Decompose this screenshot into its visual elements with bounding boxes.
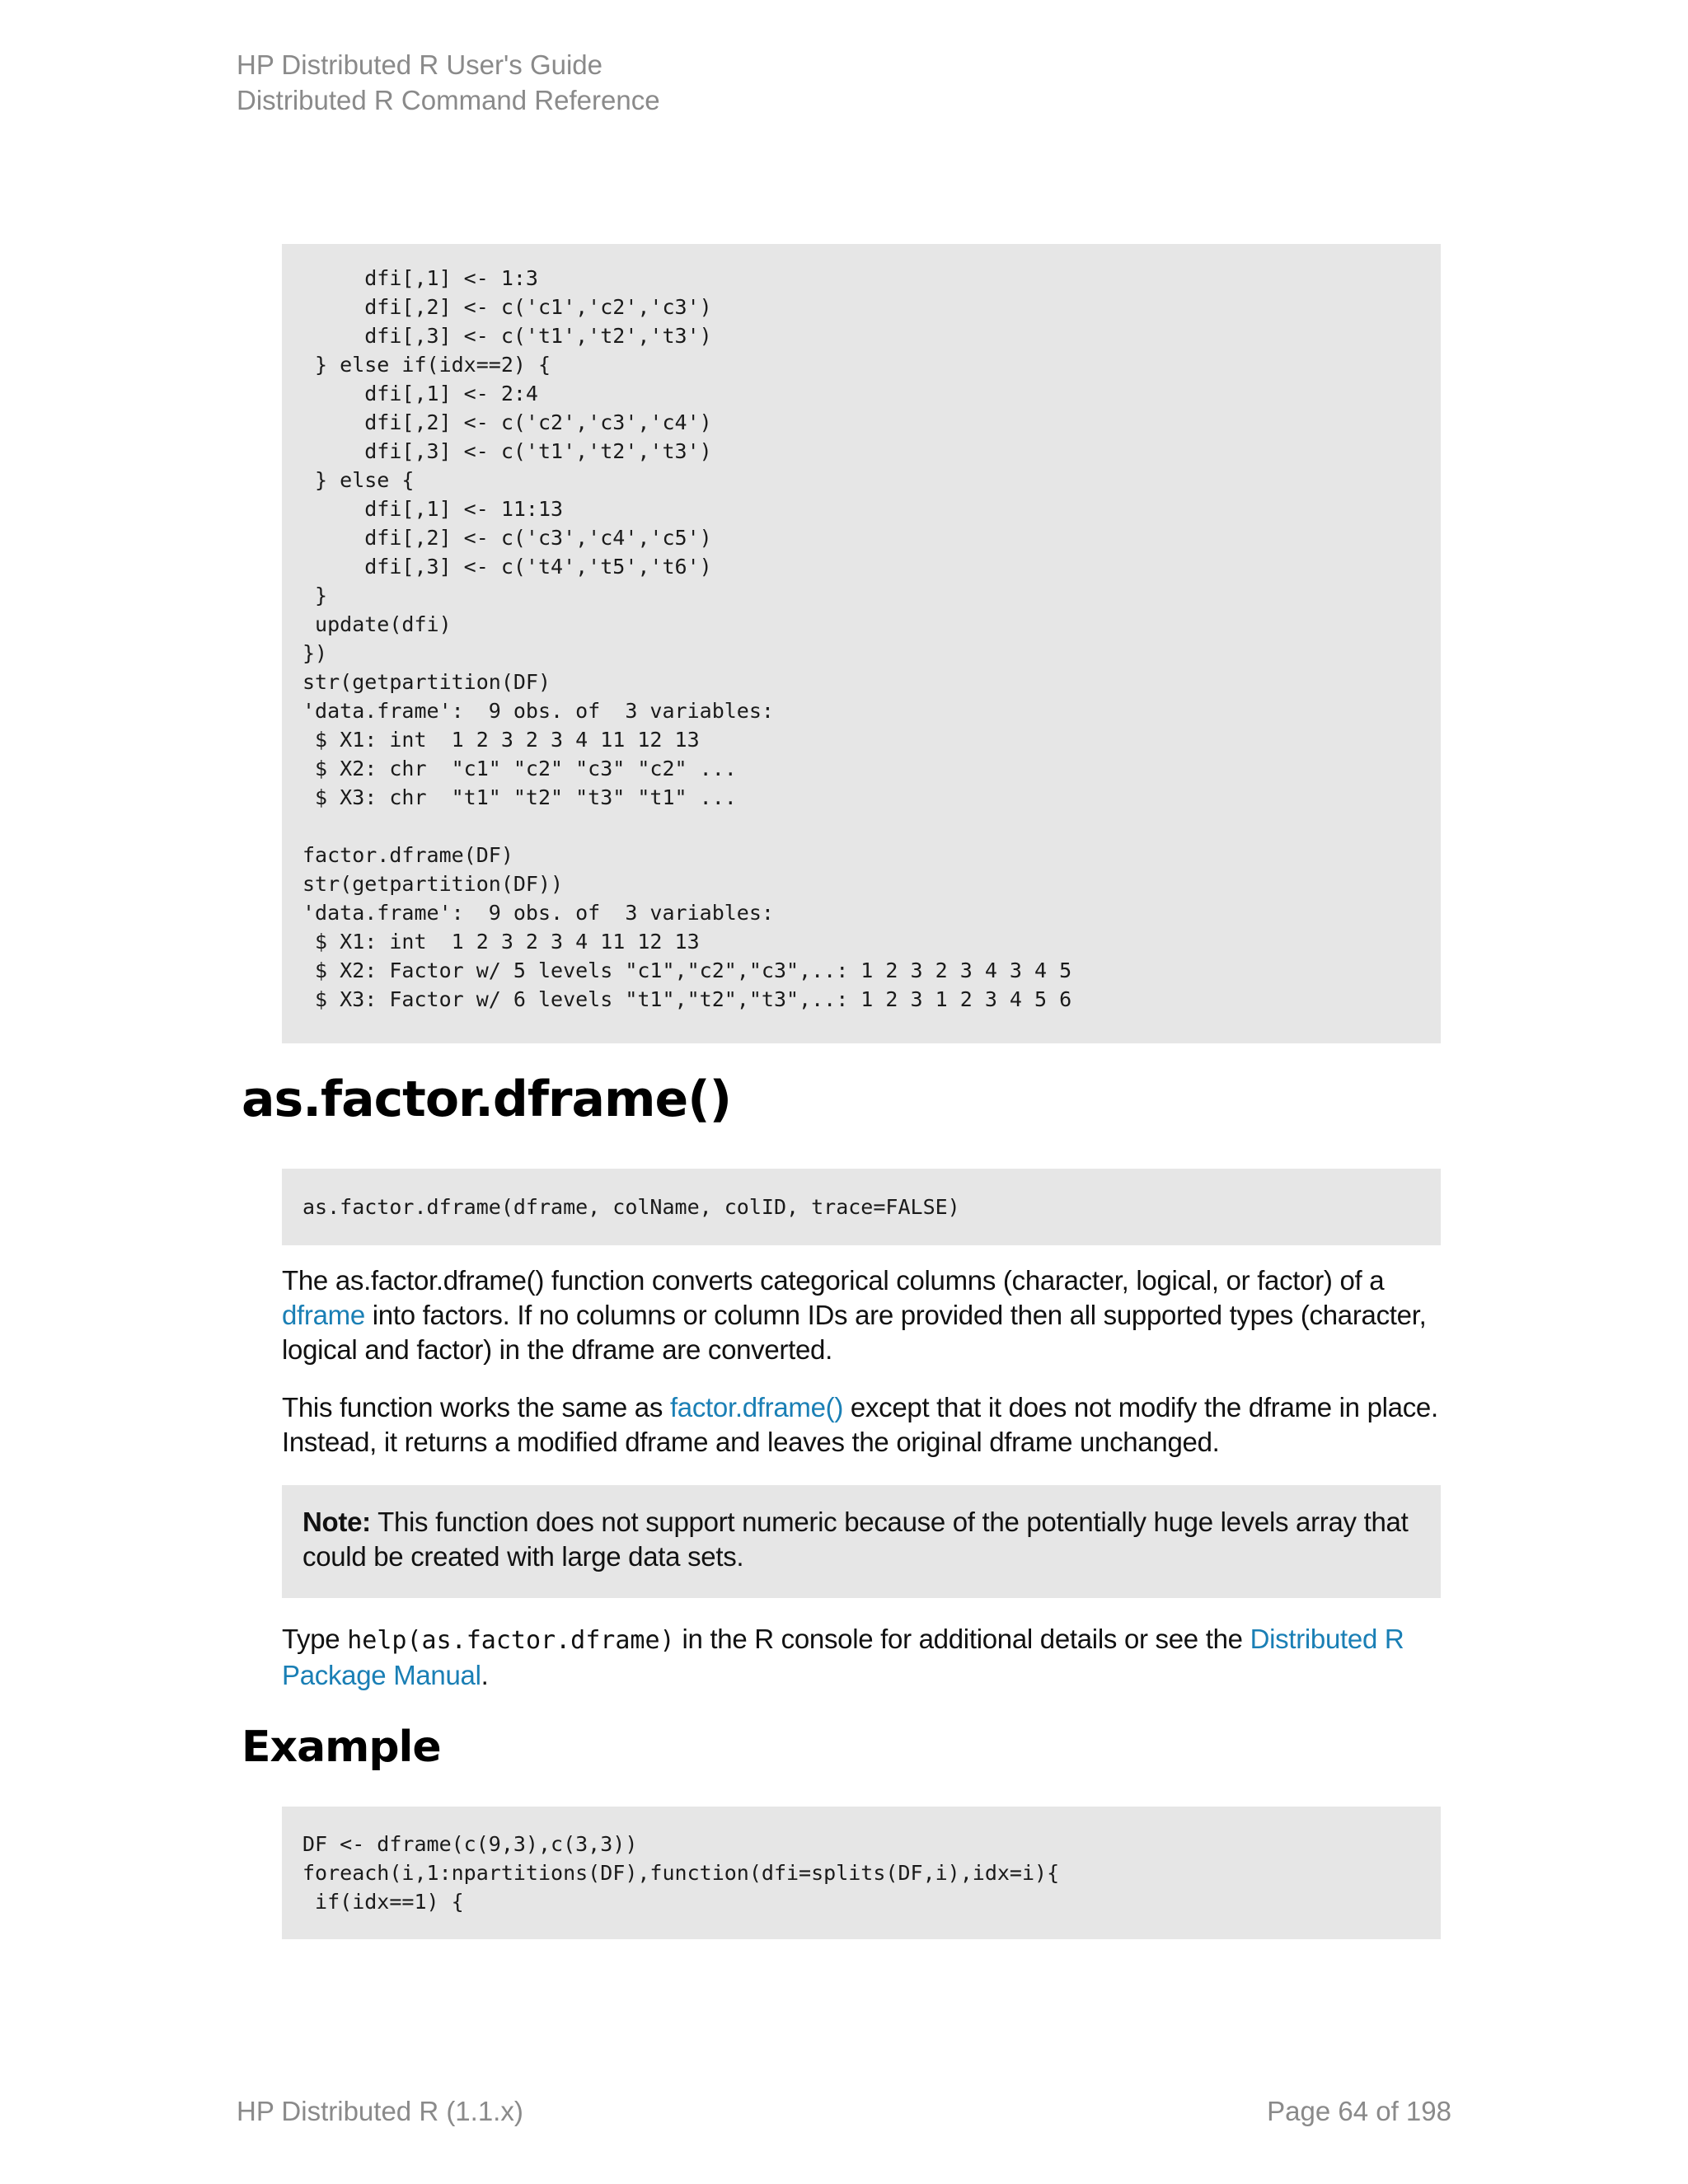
comparison-paragraph (282, 1390, 1452, 1460)
package-manual-link[interactable]: Distributed R Package Manual (282, 1624, 1404, 1690)
note-label: Note: (302, 1507, 371, 1537)
code-line: dfi[,3] <- c('t1','t2','t3') (302, 439, 712, 463)
code-line: dfi[,1] <- 1:3 (302, 266, 538, 290)
document-title: HP Distributed R User's Guide (237, 49, 603, 80)
note-box (282, 1485, 1441, 1598)
note-text: This function does not support numeric because of the potentially huge levels array that could be created with large data sets. (302, 1507, 1409, 1572)
description-text: The as.factor.dframe() function converts categorical columns (character, logical, or factor) of a (282, 1265, 1385, 1296)
code-line: dfi[,2] <- c('c2','c3','c4') (302, 410, 712, 434)
code-block-continued (282, 244, 1441, 1043)
code-line: $ X2: Factor w/ 5 levels "c1","c2","c3",..: 1 2 3 2 3 4 3 4 5 (302, 958, 1072, 982)
code-line: $ X1: int 1 2 3 2 3 4 11 12 13 (302, 930, 700, 954)
help-paragraph (282, 1622, 1452, 1693)
description-text-cont: into factors. If no columns or column IDs are provided then all supported types (character, logical and factor) in the dframe are converted. (282, 1300, 1427, 1365)
help-text-end: . (481, 1660, 489, 1690)
comparison-text: This function works the same as (282, 1392, 670, 1422)
dframe-link[interactable]: dframe (282, 1300, 365, 1330)
code-line: factor.dframe(DF) (302, 843, 513, 867)
code-line: 'data.frame': 9 obs. of 3 variables: (302, 699, 774, 723)
help-command-code: help(as.factor.dframe) (347, 1626, 675, 1655)
code-line: }) (302, 641, 328, 665)
help-text: Type (282, 1624, 348, 1654)
code-line: foreach(i,1:npartitions(DF),function(dfi=splits(DF,i),idx=i){ (302, 1861, 1060, 1885)
code-line: dfi[,3] <- c('t4','t5','t6') (302, 555, 712, 579)
code-line: $ X1: int 1 2 3 2 3 4 11 12 13 (302, 728, 700, 752)
code-line: $ X2: chr "c1" "c2" "c3" "c2" ... (302, 757, 737, 780)
function-heading: as.factor.dframe() (241, 1071, 732, 1128)
code-line: } else { (302, 468, 415, 492)
code-line: } else if(idx==2) { (302, 353, 551, 377)
code-line: 'data.frame': 9 obs. of 3 variables: (302, 901, 774, 925)
code-line: $ X3: Factor w/ 6 levels "t1","t2","t3",..: 1 2 3 1 2 3 4 5 6 (302, 987, 1072, 1011)
code-line: dfi[,1] <- 2:4 (302, 382, 538, 405)
code-line: dfi[,2] <- c('c3','c4','c5') (302, 526, 712, 550)
function-signature-block (282, 1169, 1441, 1245)
code-line: DF <- dframe(c(9,3),c(3,3)) (302, 1832, 638, 1856)
code-line: dfi[,1] <- 11:13 (302, 497, 564, 521)
code-line: $ X3: chr "t1" "t2" "t3" "t1" ... (302, 785, 737, 809)
help-text-cont: in the R console for additional details or see the (674, 1624, 1250, 1654)
footer-product: HP Distributed R (1.1.x) (237, 2096, 523, 2126)
example-heading: Example (241, 1722, 441, 1772)
description-paragraph (282, 1263, 1452, 1367)
footer-page-number: Page 64 of 198 (1267, 2096, 1451, 2126)
code-line: str(getpartition(DF) (302, 670, 551, 694)
page-header (237, 47, 660, 118)
function-signature: as.factor.dframe(dframe, colName, colID, trace=FALSE) (302, 1195, 960, 1219)
section-title: Distributed R Command Reference (237, 85, 660, 115)
factor-dframe-link[interactable]: factor.dframe() (669, 1392, 844, 1422)
code-line: update(dfi) (302, 612, 452, 636)
code-line (302, 812, 1441, 841)
code-line: dfi[,3] <- c('t1','t2','t3') (302, 324, 712, 348)
code-line: dfi[,2] <- c('c1','c2','c3') (302, 295, 712, 319)
comparison-text-cont: except that it does not modify the dframe in place. Instead, it returns a modified dframe and leaves the original dframe unchanged. (282, 1392, 1438, 1457)
code-line: if(idx==1) { (302, 1890, 464, 1914)
example-code-block (282, 1807, 1441, 1939)
code-line: str(getpartition(DF)) (302, 872, 564, 896)
code-line: } (302, 583, 328, 607)
